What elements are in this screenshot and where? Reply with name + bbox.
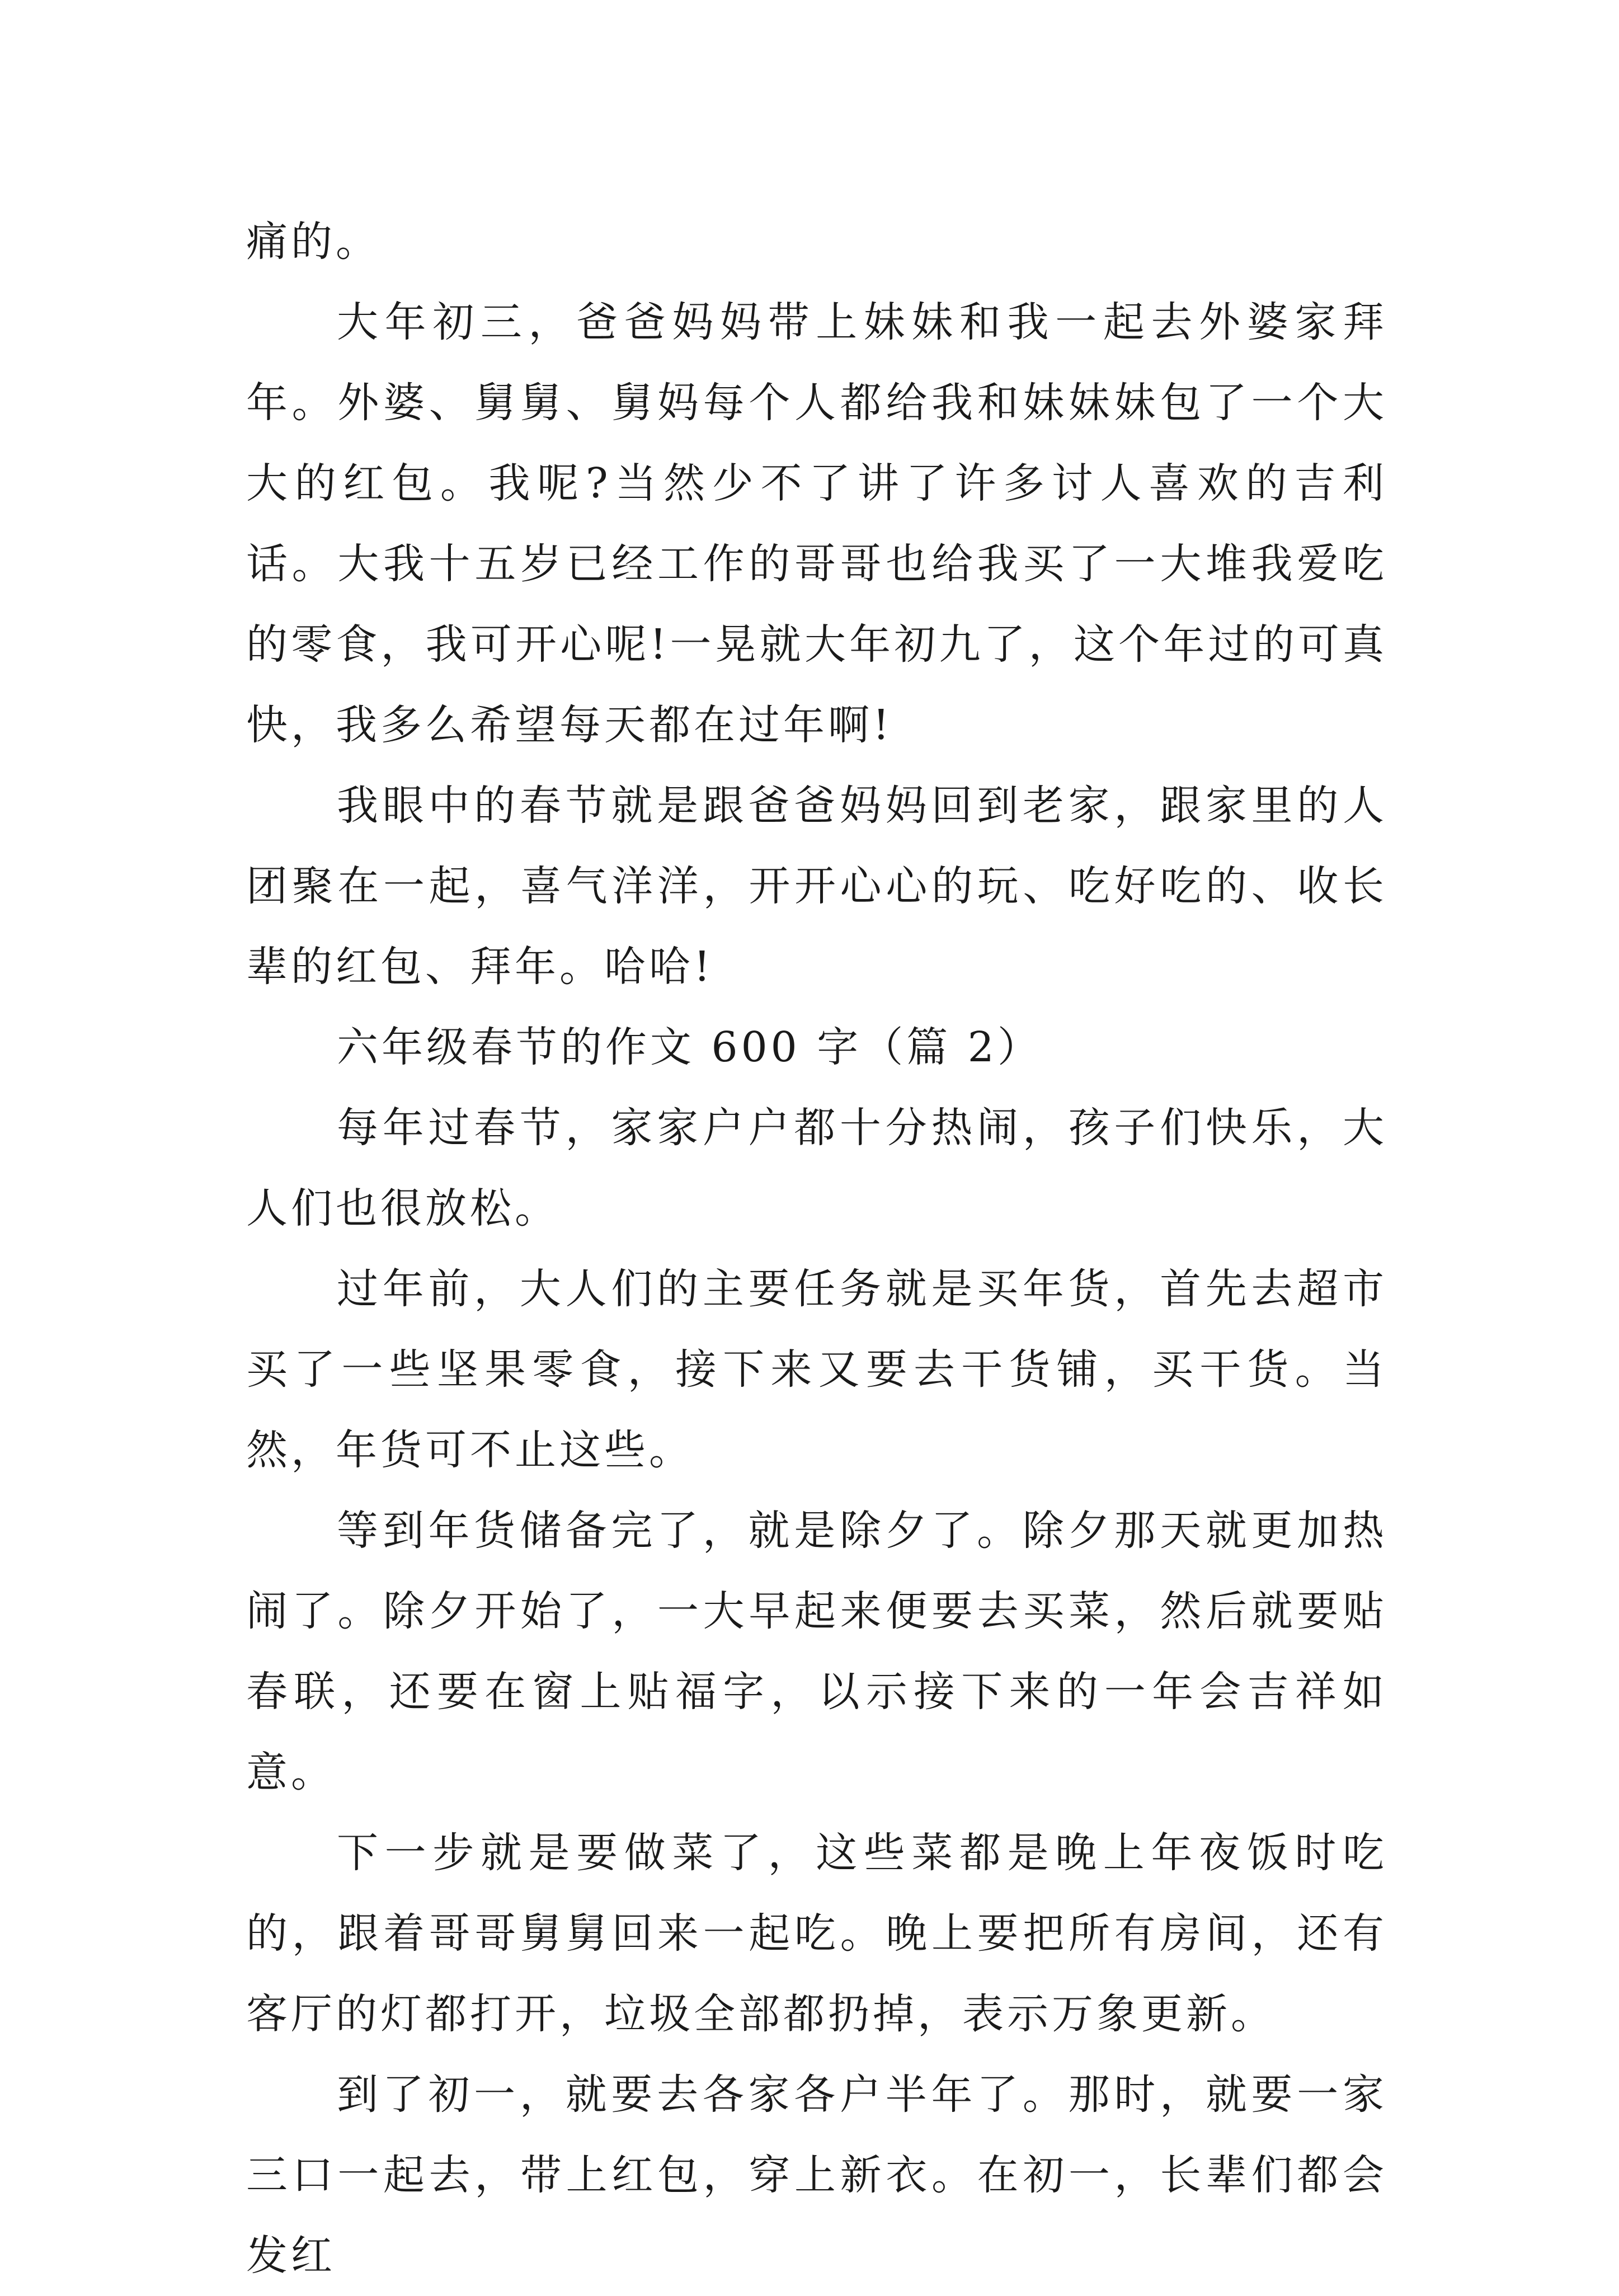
paragraph-1: 痛的。 [246,218,380,266]
paragraph-9: 到了初一，就要去各家各户半年了。那时，就要一家三口一起去，带上红包，穿上新衣。在初一，长辈们都会发红 [246,2071,1387,2280]
section-heading: 六年级春节的作文 600 字（篇 2） [337,1023,1042,1071]
paragraph-3: 我眼中的春节就是跟爸爸妈妈回到老家，跟家里的人团聚在一起，喜气洋洋，开开心心的玩、吃好吃的、收长辈的红包、拜年。哈哈! [246,782,1387,991]
paragraph-7: 等到年货储备完了，就是除夕了。除夕那天就更加热闹了。除夕开始了，一大早起来便要去买菜，然后就要贴春联，还要在窗上贴福字，以示接下来的一年会吉祥如意。 [246,1507,1387,1796]
paragraph-2: 大年初三，爸爸妈妈带上妹妹和我一起去外婆家拜年。外婆、舅舅、舅妈每个人都给我和妹妹妹包了一个大大的红包。我呢?当然少不了讲了许多讨人喜欢的吉利话。大我十五岁已经工作的哥哥也给我买了一大堆我爱吃的零食，我可开心呢!一晃就大年初九了，这个年过的可真快，我多么希望每天都在过年啊! [246,298,1387,749]
document-body [246,201,1387,2296]
paragraph-8: 下一步就是要做菜了，这些菜都是晚上年夜饭时吃的，跟着哥哥舅舅回来一起吃。晚上要把所有房间，还有客厅的灯都打开，垃圾全部都扔掉，表示万象更新。 [246,1829,1387,2038]
paragraph-6: 过年前，大人们的主要任务就是买年货，首先去超市买了一些坚果零食，接下来又要去干货铺，买干货。当然，年货可不止这些。 [246,1265,1387,1474]
paragraph-5: 每年过春节，家家户户都十分热闹，孩子们快乐，大人们也很放松。 [246,1104,1387,1232]
